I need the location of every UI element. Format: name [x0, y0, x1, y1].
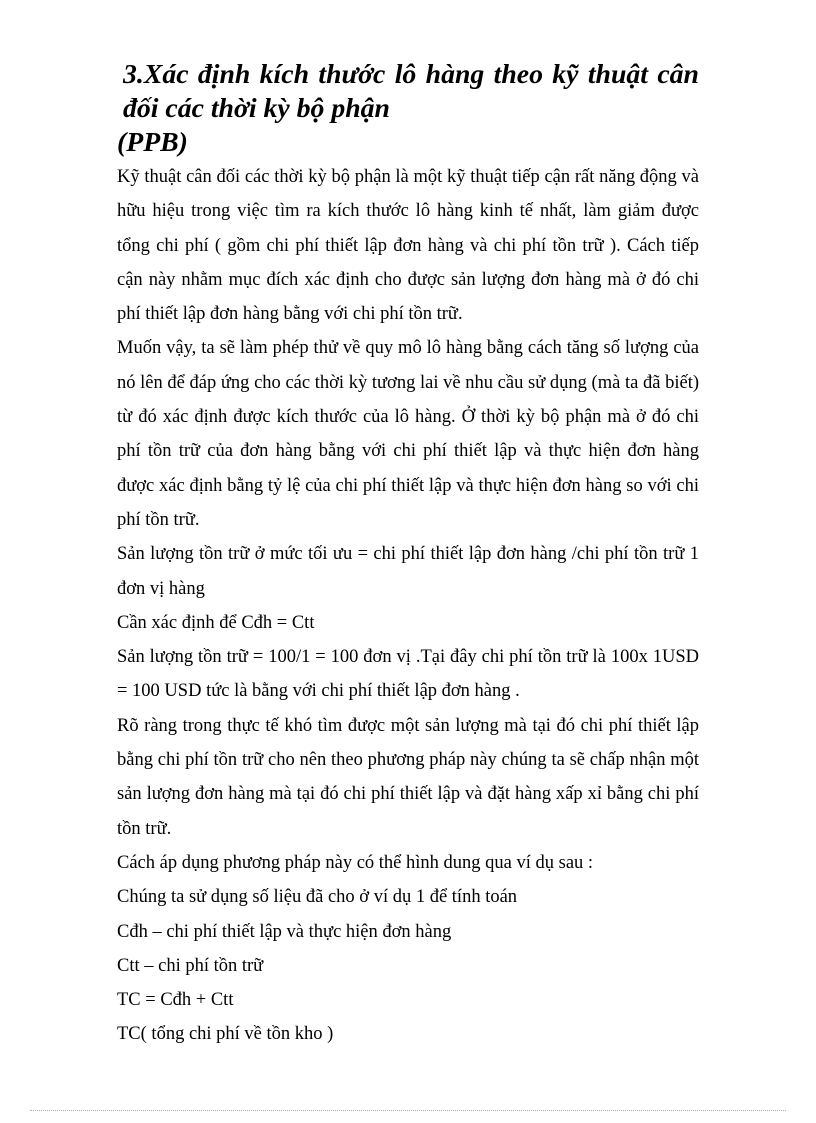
paragraph-example-result: Sản lượng tồn trữ = 100/1 = 100 đơn vị .Tại đây chi phí tồn trữ là 100x 1USD = 100 USD tức là bằng với chi phí thiết lập đơn hàng . [117, 647, 699, 702]
section-heading-line-1: 3.Xác định kích thước lô hàng theo kỹ thuật cân đối các thời kỳ bộ phận [123, 59, 699, 124]
paragraph-practical-note: Rõ ràng trong thực tế khó tìm được một sản lượng mà tại đó chi phí thiết lập bằng chi phí tồn trữ cho nên theo phương pháp này chúng ta sẽ chấp nhận một sản lượng đơn hàng mà tại đó chi phí thiết lập và đặt hàng xấp xỉ bằng chi phí tồn trữ. [117, 715, 699, 839]
paragraph-optimal-formula: Sản lượng tồn trữ ở mức tối ưu = chi phí thiết lập đơn hàng /chi phí tồn trữ 1 đơn vị hàng [117, 544, 699, 599]
section-heading-line-2: (PPB) [117, 127, 188, 158]
paragraph-method: Muốn vậy, ta sẽ làm phép thử về quy mô lô hàng bằng cách tăng số lượng của nó lên để đáp ứng cho các thời kỳ tương lai về nhu cầu sử dụng (mà ta đã biết) từ đó xác định được kích thước của lô hàng. Ở thời kỳ bộ phận mà ở đó chi phí tồn trữ của đơn hàng bằng với chi phí thiết lập và thực hiện đơn hàng được xác định bằng tỷ lệ của chi phí thiết lập và thực hiện đơn hàng so với chi phí tồn trữ. [117, 338, 699, 530]
paragraph-intro: Kỹ thuật cân đối các thời kỳ bộ phận là một kỹ thuật tiếp cận rất năng động và hữu hiệu trong việc tìm ra kích thước lô hàng kinh tế nhất, làm giảm được tổng chi phí ( gồm chi phí thiết lập đơn hàng và chi phí tồn trữ ). Cách tiếp cận này nhằm mục đích xác định cho được sản lượng đơn hàng mà ở đó chi phí thiết lập đơn hàng bằng với chi phí tồn trữ. [117, 167, 699, 325]
definition-ctt: Ctt – chi phí tồn trữ [117, 955, 264, 976]
document-body [117, 58, 699, 1052]
page-bottom-divider [30, 1110, 786, 1111]
definition-tc: TC( tổng chi phí về tồn kho ) [117, 1024, 334, 1045]
formula-tc: TC = Cđh + Ctt [117, 990, 234, 1011]
paragraph-application-intro: Cách áp dụng phương pháp này có thể hình dung qua ví dụ sau : [117, 852, 594, 873]
definition-cdh: Cđh – chi phí thiết lập và thực hiện đơn hàng [117, 921, 452, 942]
section-heading [117, 58, 699, 160]
paragraph-data-source: Chúng ta sử dụng số liệu đã cho ở ví dụ 1 để tính toán [117, 887, 518, 908]
paragraph-condition: Cần xác định để Cđh = Ctt [117, 612, 315, 633]
